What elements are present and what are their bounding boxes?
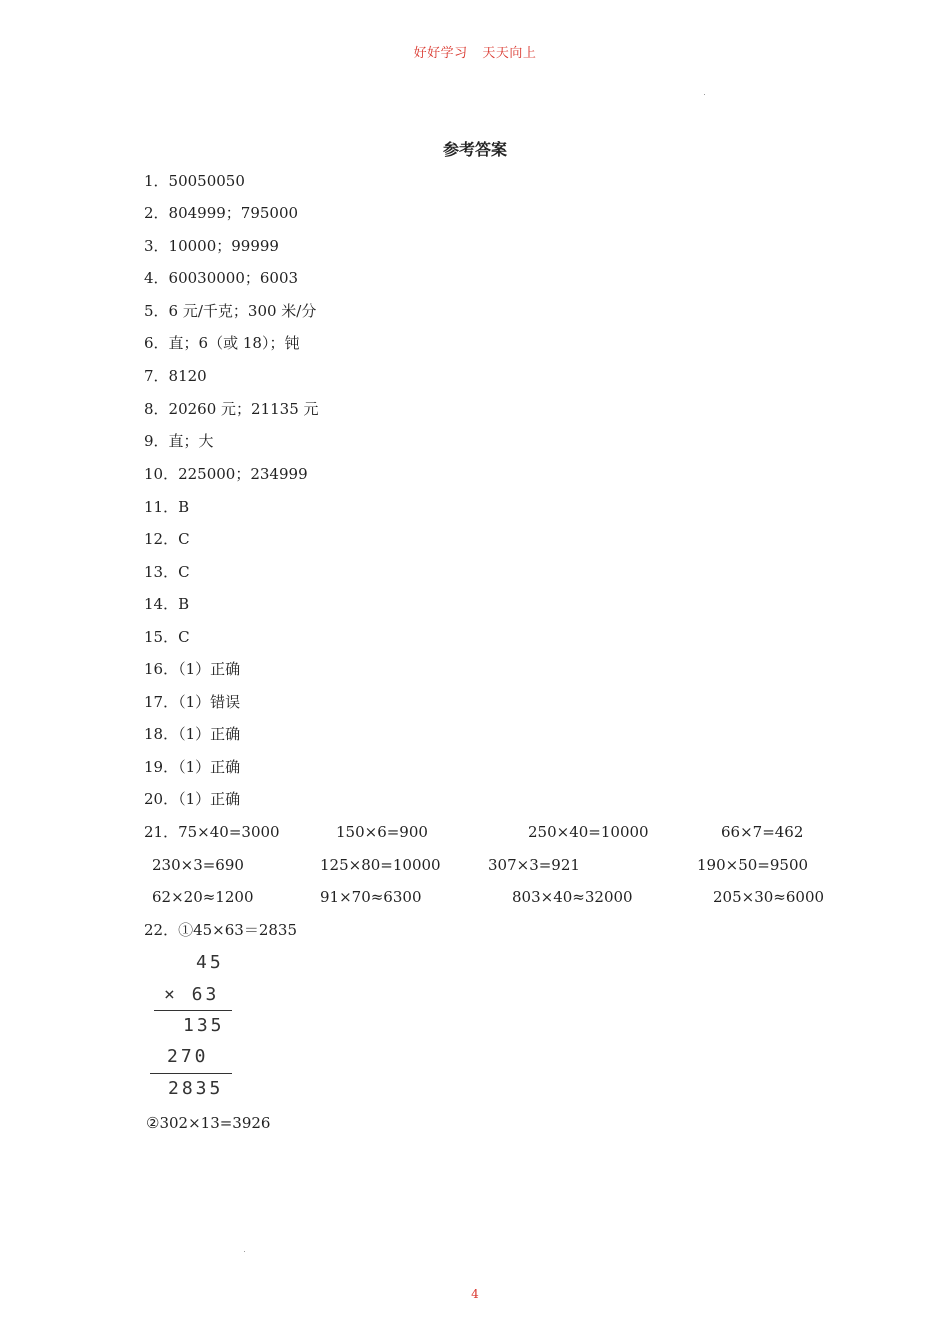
q21-cell: 150×6=900 [336,823,428,841]
answer-17: 17．（1）错误 [144,693,241,711]
q21-cell: 803×40≈32000 [512,888,633,906]
vm-result: 2835 [168,1078,224,1099]
header-left: 好好学习 [413,46,468,61]
answer-15: 15．C [144,628,190,646]
vm-rule-1 [154,1010,232,1011]
answer-5: 5．6 元/千克；300 米/分 [144,302,317,320]
vm-partial-1: 135 [183,1015,225,1036]
vm-top-number: 45 [196,952,224,973]
q21-cell: 91×70≈6300 [320,888,422,906]
answer-12: 12．C [144,530,190,548]
answer-11: 11．B [144,498,190,516]
q21-cell: 307×3=921 [488,856,580,874]
answer-14: 14．B [144,595,190,613]
answer-7: 7．8120 [144,367,207,385]
speck [704,94,705,95]
header-right: 天天向上 [482,46,537,61]
vm-partial-2: 270 [167,1046,209,1067]
q21-cell: 66×7=462 [721,823,804,841]
answer-20: 20．（1）正确 [144,790,241,808]
q21-cell: 230×3=690 [152,856,244,874]
answer-2: 2．804999；795000 [144,204,299,222]
vm-multiplier: × 63 [164,984,220,1005]
vm-rule-2 [150,1073,232,1074]
answer-1: 1．50050050 [144,172,245,190]
answer-4: 4．60030000；6003 [144,269,299,287]
page-number: 4 [471,1287,479,1301]
answer-22-line2: ②302×13=3926 [146,1114,271,1132]
page-header [0,42,950,61]
answer-8: 8．20260 元；21135 元 [144,400,319,418]
answer-6: 6．直；6（或 18）；钝 [144,334,300,352]
speck [244,1251,245,1252]
q21-cell: 205×30≈6000 [713,888,825,906]
answer-19: 19．（1）正确 [144,758,241,776]
answer-13: 13．C [144,563,190,581]
q21-cell: 250×40=10000 [528,823,649,841]
q21-cell: 62×20≈1200 [152,888,254,906]
answer-16: 16．（1）正确 [144,660,241,678]
answer-9: 9．直；大 [144,432,214,450]
answer-18: 18．（1）正确 [144,725,241,743]
page-title: 参考答案 [442,140,507,159]
q21-cell: 21．75×40=3000 [144,823,280,841]
answer-22-line1: 22．①45×63＝2835 [144,921,298,939]
q21-cell: 190×50=9500 [697,856,809,874]
answer-3: 3．10000；99999 [144,237,279,255]
q21-cell: 125×80=10000 [320,856,441,874]
answer-10: 10．225000；234999 [144,465,308,483]
